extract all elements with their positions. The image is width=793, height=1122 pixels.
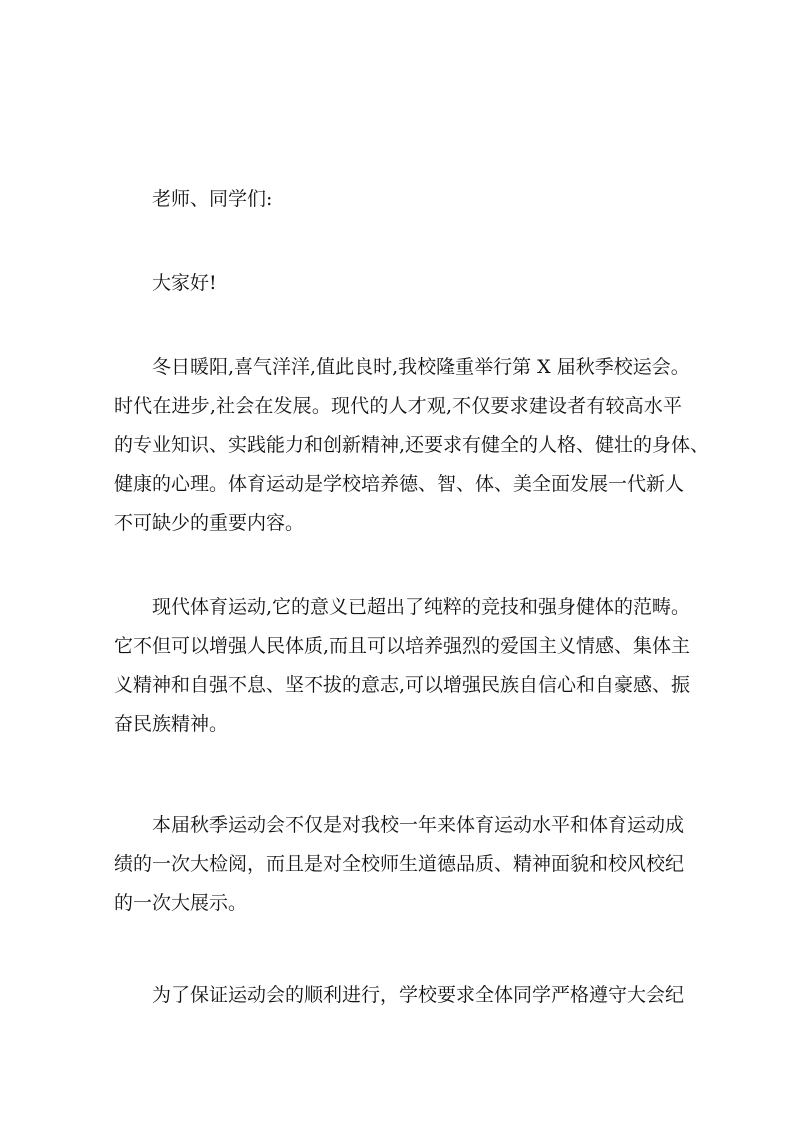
- salutation-line: 大家好!: [152, 272, 217, 294]
- paragraph-line: 的一次大展示。: [114, 892, 248, 914]
- greeting-paragraph: [114, 180, 682, 219]
- paragraph-line: 的专业知识、实践能力和创新精神,还要求有健全的人格、健壮的身体、: [114, 434, 710, 456]
- paragraph-line: 它不但可以增强人民体质,而且可以培养强烈的爱国主义情感、集体主: [114, 635, 691, 657]
- body-paragraph-2: [114, 588, 691, 744]
- paragraph-line: 为了保证运动会的顺利进行，学校要求全体同学严格遵守大会纪: [152, 984, 685, 1006]
- paragraph-line: 冬日暖阳,喜气洋洋,值此良时,我校隆重举行第 X 届秋季校运会。: [152, 356, 690, 378]
- paragraph-line: 健康的心理。体育运动是学校培养德、智、体、美全面发展一代新人: [114, 473, 685, 495]
- greeting-line: 老师、同学们:: [152, 188, 273, 210]
- paragraph-line: 现代体育运动,它的意义已超出了纯粹的竞技和强身健体的范畴。: [152, 596, 691, 618]
- salutation-paragraph: [114, 264, 682, 303]
- paragraph-line: 绩的一次大检阅，而且是对全校师生道德品质、精神面貌和校风校纪: [114, 853, 685, 875]
- body-paragraph-3: [114, 806, 685, 923]
- body-paragraph-4: [114, 976, 685, 1015]
- paragraph-line: 不可缺少的重要内容。: [114, 512, 305, 534]
- paragraph-line: 奋民族精神。: [114, 713, 229, 735]
- paragraph-line: 本届秋季运动会不仅是对我校一年来体育运动水平和体育运动成: [152, 814, 685, 836]
- paragraph-line: 义精神和自强不息、坚不拔的意志,可以增强民族自信心和自豪感、振: [114, 674, 691, 696]
- body-paragraph-1: [114, 348, 710, 543]
- paragraph-line: 时代在进步,社会在发展。现代的人才观,不仅要求建设者有较高水平: [114, 395, 682, 417]
